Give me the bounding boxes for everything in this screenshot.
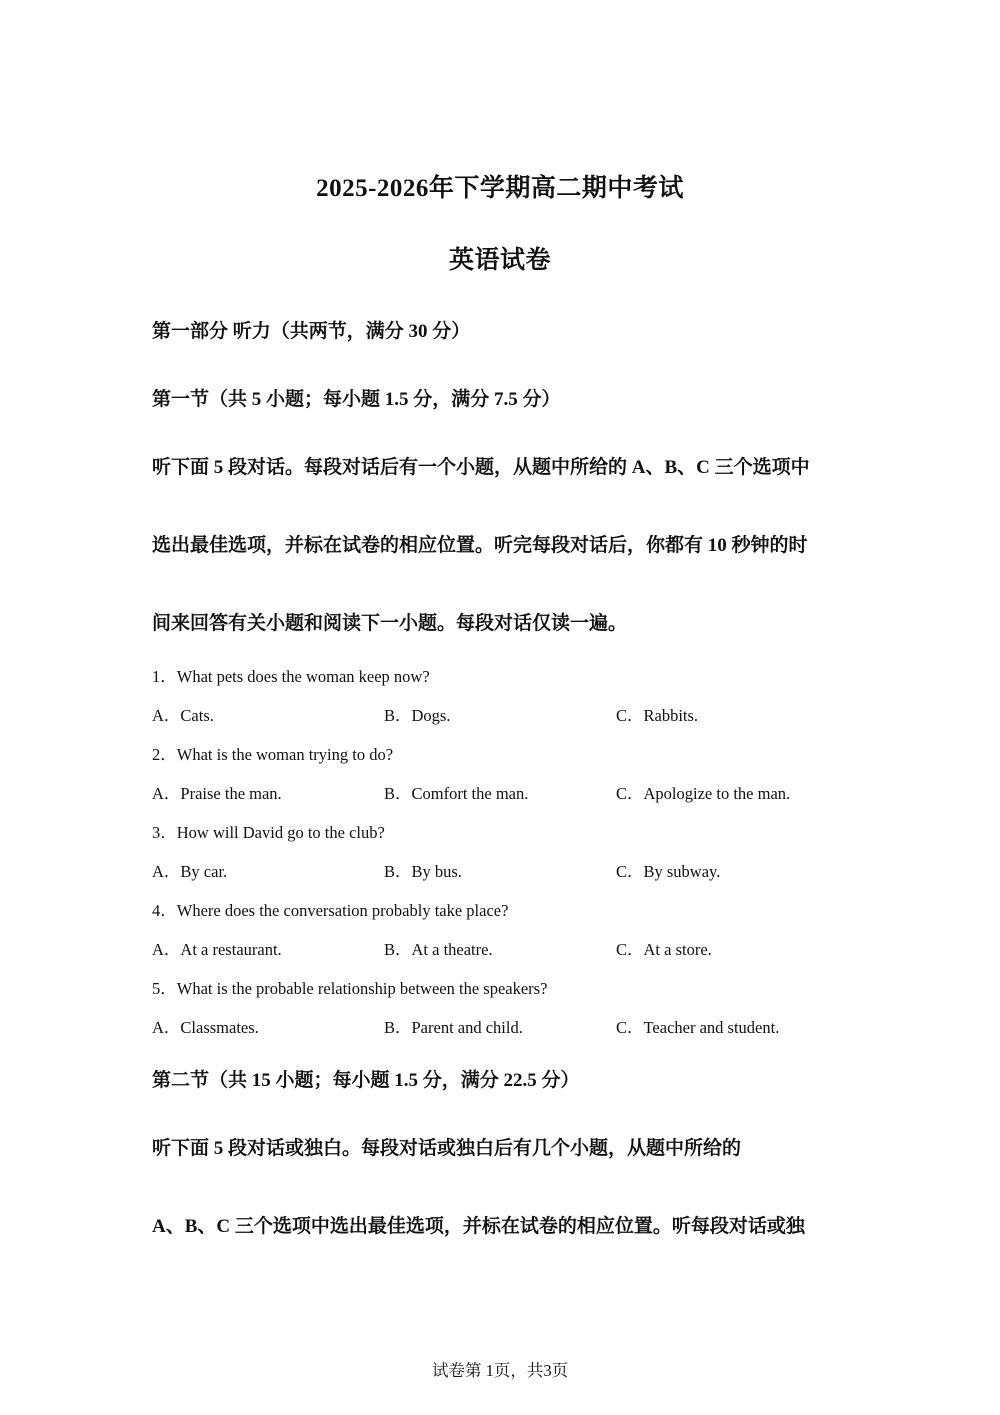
question-stem: 3．How will David go to the club? <box>152 823 385 842</box>
section1-instruction-line: 选出最佳选项，并标在试卷的相应位置。听完每段对话后，你都有 10 秒钟的时 <box>152 535 808 556</box>
section2-heading: 第二节（共 15 小题；每小题 1.5 分，满分 22.5 分） <box>152 1070 580 1091</box>
section1-instruction-line: 间来回答有关小题和阅读下一小题。每段对话仅读一遍。 <box>152 613 628 634</box>
page-footer: 试卷第 1页，共3页 <box>431 1361 569 1380</box>
question-options <box>152 1014 852 1038</box>
question-options <box>152 702 852 726</box>
option-b: B．At a theatre. <box>384 940 493 959</box>
question-stem: 4．Where does the conversation probably take place? <box>152 901 509 920</box>
question-options <box>152 780 852 804</box>
option-a: A．Praise the man. <box>152 784 282 803</box>
option-a: A．By car. <box>152 862 228 881</box>
option-b: B．Dogs. <box>384 706 451 725</box>
option-c: C．By subway. <box>616 862 721 881</box>
option-a: A．At a restaurant. <box>152 940 282 959</box>
question-stem: 5．What is the probable relationship between the speakers? <box>152 979 548 998</box>
exam-title: 2025-2026年下学期高二期中考试 <box>316 175 684 202</box>
option-b: B．Comfort the man. <box>384 784 529 803</box>
option-a: A．Classmates. <box>152 1018 259 1037</box>
section2-instruction-line: 听下面 5 段对话或独白。每段对话或独白后有几个小题，从题中所给的 <box>152 1138 742 1159</box>
option-b: B．By bus. <box>384 862 462 881</box>
section1-instruction-line: 听下面 5 段对话。每段对话后有一个小题，从题中所给的 A、B、C 三个选项中 <box>152 457 810 478</box>
option-c: C．Teacher and student. <box>616 1018 780 1037</box>
option-c: C．At a store. <box>616 940 712 959</box>
option-a: A．Cats. <box>152 706 214 725</box>
question-stem: 2．What is the woman trying to do? <box>152 745 394 764</box>
question-options <box>152 858 852 882</box>
section2-instruction-line: A、B、C 三个选项中选出最佳选项，并标在试卷的相应位置。听每段对话或独 <box>152 1216 805 1237</box>
question-stem: 1．What pets does the woman keep now? <box>152 667 430 686</box>
exam-subtitle: 英语试卷 <box>448 247 551 274</box>
option-b: B．Parent and child. <box>384 1018 523 1037</box>
section1-heading: 第一节（共 5 小题；每小题 1.5 分，满分 7.5 分） <box>152 389 561 410</box>
option-c: C．Apologize to the man. <box>616 784 791 803</box>
question-options <box>152 936 852 960</box>
part1-heading: 第一部分 听力（共两节，满分 30 分） <box>152 321 471 342</box>
option-c: C．Rabbits. <box>616 706 699 725</box>
